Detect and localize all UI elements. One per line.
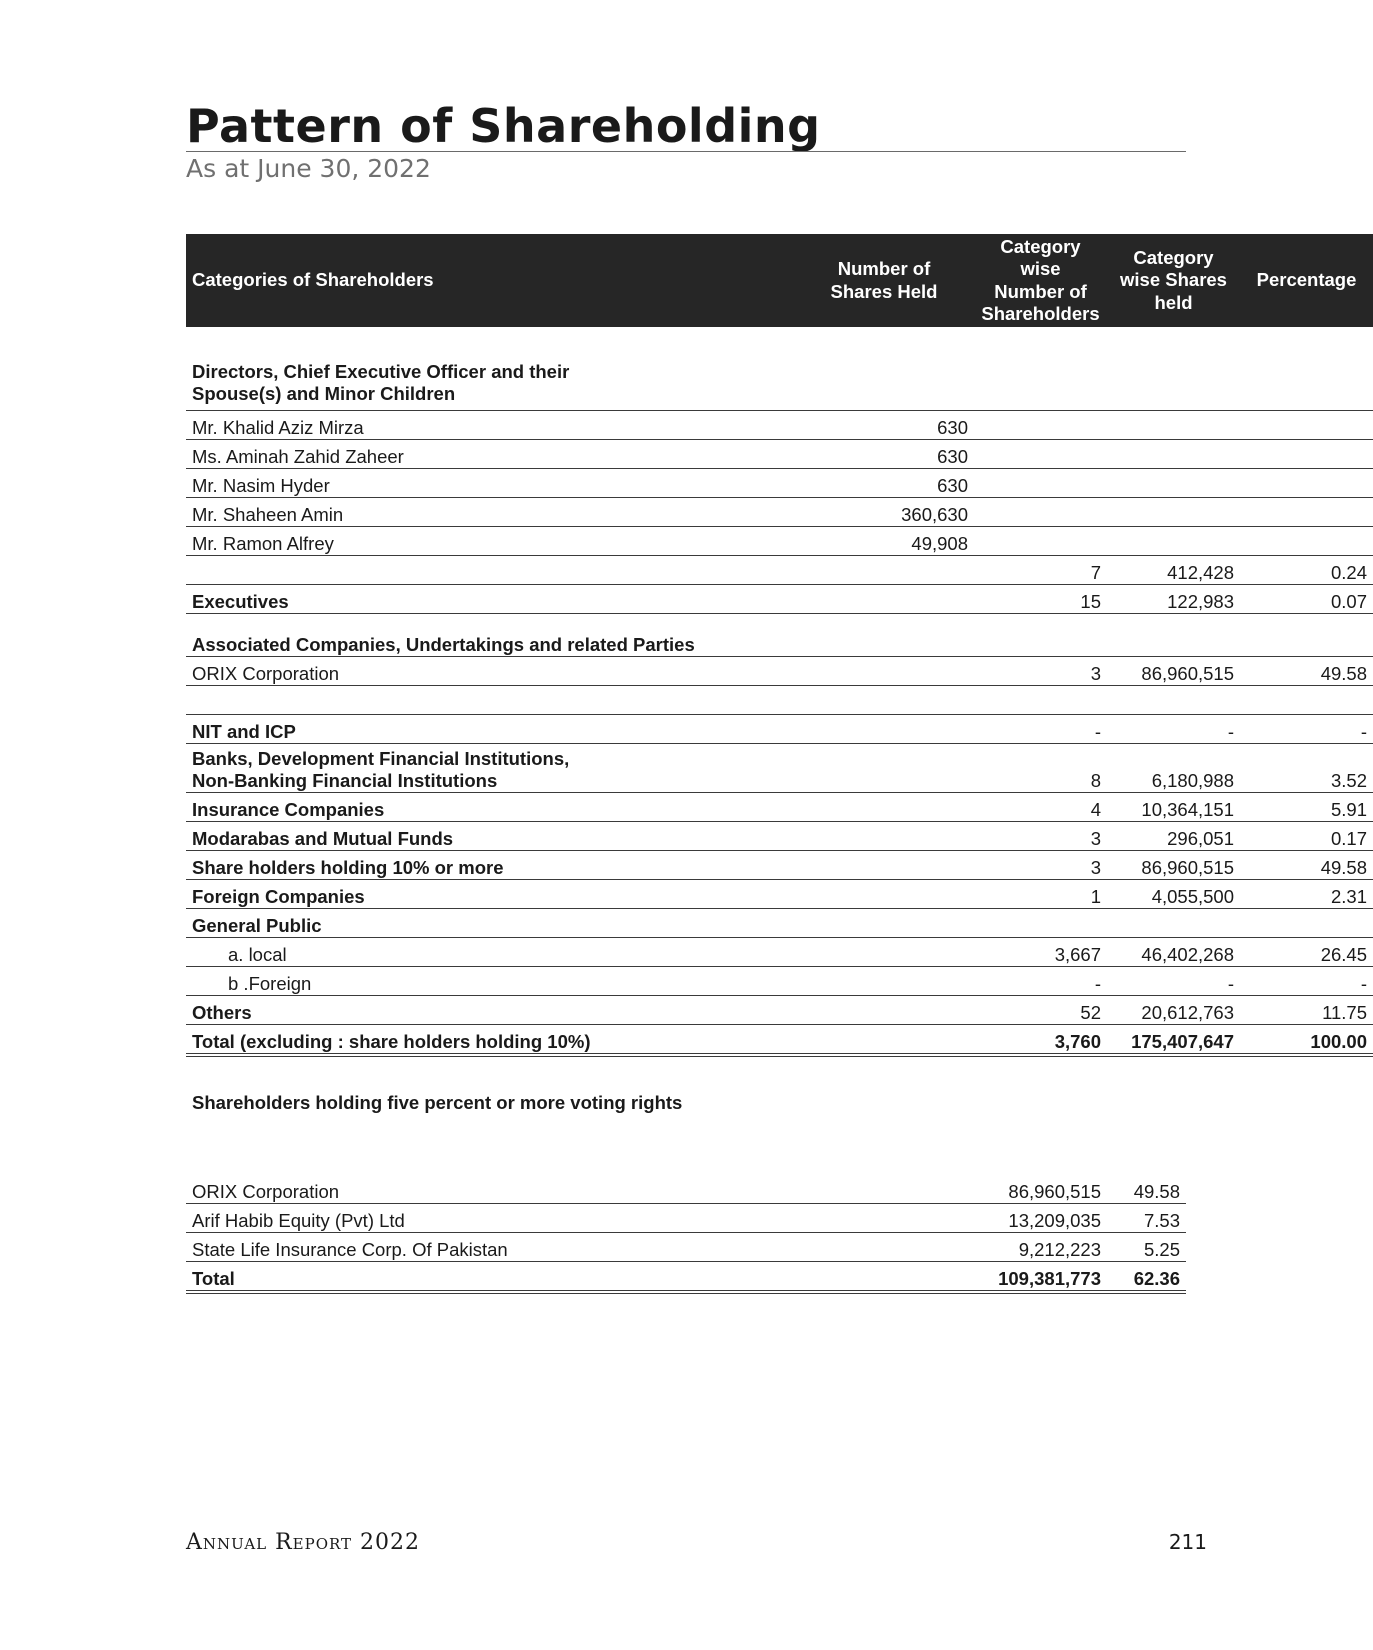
holder-percentage: 7.53	[1107, 1204, 1186, 1233]
table-row	[186, 793, 1373, 822]
total-percentage: 100.00	[1240, 1025, 1373, 1056]
category-percentage: 49.58	[1240, 851, 1373, 880]
director-name: Mr. Nasim Hyder	[186, 469, 794, 498]
category-shares: 46,402,268	[1107, 938, 1240, 967]
page-title: Pattern of Shareholding	[186, 99, 821, 153]
category-percentage: 11.75	[1240, 996, 1373, 1025]
category-percentage: -	[1240, 715, 1373, 744]
table-row	[186, 851, 1373, 880]
category-holders: 3,667	[974, 938, 1107, 967]
shareholding-table	[186, 234, 1373, 1057]
section-heading-five-percent: Shareholders holding five percent or more voting rights	[192, 1092, 683, 1113]
category-holders: 4	[974, 793, 1107, 822]
category-label: b .Foreign	[186, 967, 794, 996]
director-name: Mr. Khalid Aziz Mirza	[186, 411, 794, 440]
category-label: Insurance Companies	[186, 793, 794, 822]
table-row	[186, 996, 1373, 1025]
holder-name: ORIX Corporation	[186, 1175, 974, 1204]
category-label: Foreign Companies	[186, 880, 794, 909]
table-row	[186, 411, 1373, 440]
director-shares: 360,630	[794, 498, 974, 527]
table-row	[186, 909, 1373, 938]
category-shares: -	[1107, 715, 1240, 744]
category-label: Executives	[186, 585, 794, 614]
footer-report-title: Annual Report 2022	[186, 1530, 421, 1555]
directors-shares-total: 412,428	[1107, 556, 1240, 585]
category-shares: -	[1107, 967, 1240, 996]
category-percentage: 26.45	[1240, 938, 1373, 967]
category-label: a. local	[186, 938, 794, 967]
director-name: Mr. Shaheen Amin	[186, 498, 794, 527]
category-label: Modarabas and Mutual Funds	[186, 822, 794, 851]
category-holders: 8	[974, 744, 1107, 793]
director-shares: 630	[794, 469, 974, 498]
table-row	[186, 1204, 1186, 1233]
directors-subtotal-row	[186, 556, 1373, 585]
table-header-row	[186, 234, 1373, 327]
directors-holders: 7	[974, 556, 1107, 585]
category-label: Banks, Development Financial Institutions, Non-Banking Financial Institutions	[186, 744, 794, 793]
category-label: ORIX Corporation	[186, 657, 794, 686]
table-row	[186, 822, 1373, 851]
category-label-general-public: General Public	[186, 909, 1373, 938]
table-row	[186, 527, 1373, 556]
category-holders: -	[974, 967, 1107, 996]
holder-name: Arif Habib Equity (Pvt) Ltd	[186, 1204, 974, 1233]
director-shares: 630	[794, 440, 974, 469]
category-shares: 6,180,988	[1107, 744, 1240, 793]
director-name: Mr. Ramon Alfrey	[186, 527, 794, 556]
table-row	[186, 498, 1373, 527]
table-row	[186, 715, 1373, 744]
category-label: NIT and ICP	[186, 715, 794, 744]
holder-shares: 86,960,515	[974, 1175, 1107, 1204]
total-holders: 3,760	[974, 1025, 1107, 1056]
category-shares: 122,983	[1107, 585, 1240, 614]
header-category-shares: Category wise Shares held	[1107, 234, 1240, 327]
director-shares: 630	[794, 411, 974, 440]
holder-percentage: 5.25	[1107, 1233, 1186, 1262]
director-shares: 49,908	[794, 527, 974, 556]
holder-percentage: 49.58	[1107, 1175, 1186, 1204]
category-holders: 52	[974, 996, 1107, 1025]
category-label: Others	[186, 996, 794, 1025]
category-shares: 10,364,151	[1107, 793, 1240, 822]
category-percentage: 0.17	[1240, 822, 1373, 851]
directors-percentage: 0.24	[1240, 556, 1373, 585]
category-shares: 296,051	[1107, 822, 1240, 851]
five-percent-total-row	[186, 1262, 1186, 1293]
total-label: Total	[186, 1262, 974, 1293]
spacer-row	[186, 686, 1373, 715]
category-holders: 3	[974, 851, 1107, 880]
table-row	[186, 967, 1373, 996]
section-row-directors	[186, 327, 1373, 411]
table-row	[186, 744, 1373, 793]
header-category-holders: Category wise Number of Shareholders	[974, 234, 1107, 327]
category-percentage: 3.52	[1240, 744, 1373, 793]
total-shares: 109,381,773	[974, 1262, 1107, 1293]
category-holders: 3	[974, 657, 1107, 686]
table-row	[186, 1233, 1186, 1262]
table-row	[186, 440, 1373, 469]
category-holders: 3	[974, 822, 1107, 851]
holder-name: State Life Insurance Corp. Of Pakistan	[186, 1233, 974, 1262]
category-shares: 86,960,515	[1107, 657, 1240, 686]
page-subtitle: As at June 30, 2022	[186, 154, 431, 183]
five-percent-table	[186, 1092, 1186, 1294]
category-shares: 86,960,515	[1107, 851, 1240, 880]
total-percentage: 62.36	[1107, 1262, 1186, 1293]
category-percentage: -	[1240, 967, 1373, 996]
director-name: Ms. Aminah Zahid Zaheer	[186, 440, 794, 469]
page-number: 211	[1168, 1530, 1207, 1554]
category-holders: 1	[974, 880, 1107, 909]
holder-shares: 13,209,035	[974, 1204, 1107, 1233]
category-percentage: 0.07	[1240, 585, 1373, 614]
section-heading-directors: Directors, Chief Executive Officer and their Spouse(s) and Minor Children	[186, 327, 1373, 411]
category-percentage: 49.58	[1240, 657, 1373, 686]
header-percentage: Percentage	[1240, 234, 1373, 327]
table-row	[186, 469, 1373, 498]
table-row	[186, 880, 1373, 909]
section-row-associated	[186, 614, 1373, 657]
category-shares: 20,612,763	[1107, 996, 1240, 1025]
section-row-five-percent	[186, 1092, 1186, 1175]
category-label: Share holders holding 10% or more	[186, 851, 794, 880]
header-categories: Categories of Shareholders	[186, 234, 794, 327]
holder-shares: 9,212,223	[974, 1233, 1107, 1262]
total-shares: 175,407,647	[1107, 1025, 1240, 1056]
total-label: Total (excluding : share holders holding 10%)	[186, 1025, 794, 1056]
category-shares: 4,055,500	[1107, 880, 1240, 909]
table-row	[186, 585, 1373, 614]
category-percentage: 2.31	[1240, 880, 1373, 909]
category-holders: 15	[974, 585, 1107, 614]
section-heading-associated: Associated Companies, Undertakings and related Parties	[186, 614, 1373, 657]
table-row	[186, 938, 1373, 967]
category-holders: -	[974, 715, 1107, 744]
category-percentage: 5.91	[1240, 793, 1373, 822]
header-shares-held: Number of Shares Held	[794, 234, 974, 327]
total-row	[186, 1025, 1373, 1056]
table-row	[186, 1175, 1186, 1204]
table-row	[186, 657, 1373, 686]
